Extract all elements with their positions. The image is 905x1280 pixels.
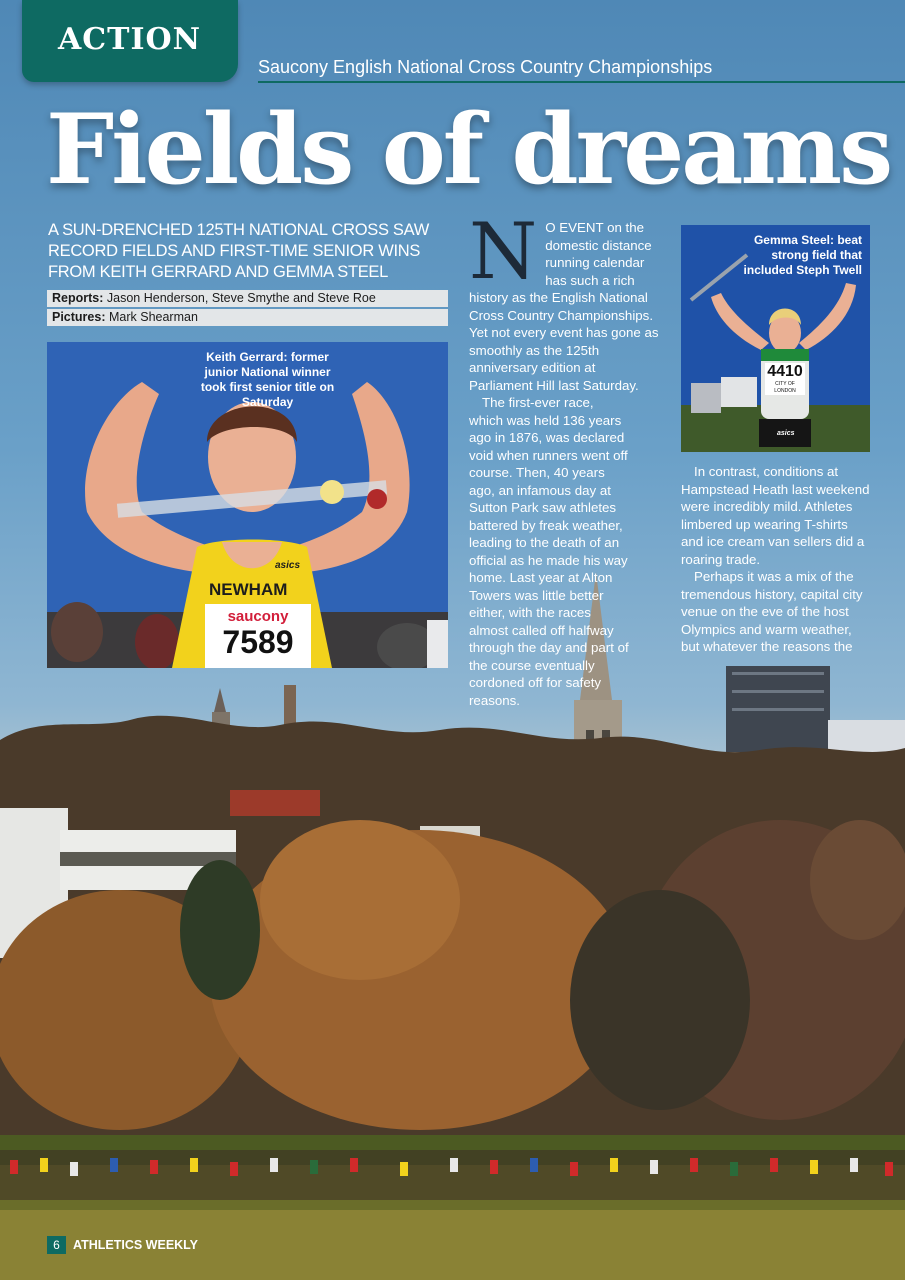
gerrard-vest-brand: asics — [275, 560, 301, 571]
gerrard-bib-sponsor: saucony — [227, 608, 289, 625]
gerrard-bib — [205, 604, 311, 668]
reports-names: Jason Henderson, Steve Smythe and Steve Roe — [106, 291, 376, 305]
pictures-credit — [47, 309, 448, 326]
steel-vest-club: CITY OF LONDON — [774, 381, 796, 394]
article-para-2: The first-ever race, which was held 136 years ago in 1876, was declared void when runners went off course. Then, 40 years ago, an infamous day at Sutton Park saw athletes battered by freak weather, leading to the death of an official as he made his way home. Last year at Alton Towers was little better either, with the races almost called off halfway through the day and part of the course eventually cordoned off for safety reasons. — [469, 395, 629, 708]
page-number: 6 — [47, 1236, 66, 1254]
article-column-1 — [469, 207, 659, 709]
reports-label: Reports: — [52, 291, 104, 305]
pictures-names: Mark Shearman — [108, 310, 198, 324]
section-tab-label: ACTION — [58, 22, 202, 57]
article-column-2 — [681, 463, 873, 656]
article-para-1-text: O EVENT on the domestic distance running calendar has such a rich history as the English National Cross Country Championships. Yet not every event has gone as smoothly as the 125th anniversary edition at Parliament Hill last Saturday. — [469, 220, 659, 393]
pictures-label: Pictures: — [52, 310, 106, 324]
standfirst: A SUN-DRENCHED 125TH NATIONAL CROSS SAW RECORD FIELDS AND FIRST-TIME SENIOR WINS FROM KEITH GERRARD AND GEMMA STEEL — [48, 221, 430, 281]
photo-keith-gerrard — [47, 342, 448, 668]
section-tab — [22, 0, 238, 82]
article-para-3: In contrast, conditions at Hampstead Heath last weekend were incredibly mild. Athletes limbered up wearing T-shirts and ice cream van sellers did a roaring trade. — [681, 464, 870, 567]
article-para-1 — [469, 207, 659, 394]
gerrard-bib-number: 7589 — [222, 624, 294, 660]
steel-bib-number: 4410 — [767, 363, 803, 380]
runners-pack — [0, 1150, 905, 1200]
publication-name: ATHLETICS WEEKLY — [73, 1238, 199, 1252]
steel-caption: Gemma Steel: beat strong field that included Steph Twell — [743, 233, 862, 277]
kicker: Saucony English National Cross Country Championships — [258, 57, 713, 77]
article-para-4: Perhaps it was a mix of the tremendous history, capital city venue on the eve of the host Olympics and warm weather, but whatever the reasons the — [681, 569, 863, 654]
kicker-rule — [258, 81, 905, 83]
gerrard-vest-club: NEWHAM — [209, 580, 288, 599]
steel-vest-brand: asics — [777, 430, 795, 437]
headline: Fields of dreams — [46, 93, 891, 206]
small-spire — [214, 688, 226, 712]
page-folio — [47, 1236, 198, 1254]
reports-credit — [47, 290, 448, 307]
steel-bib — [765, 363, 805, 395]
drop-cap: N — [469, 207, 538, 297]
photo-gemma-steel — [681, 225, 870, 452]
gerrard-caption: Keith Gerrard: former junior National winner took first senior title on Saturday — [200, 350, 335, 409]
